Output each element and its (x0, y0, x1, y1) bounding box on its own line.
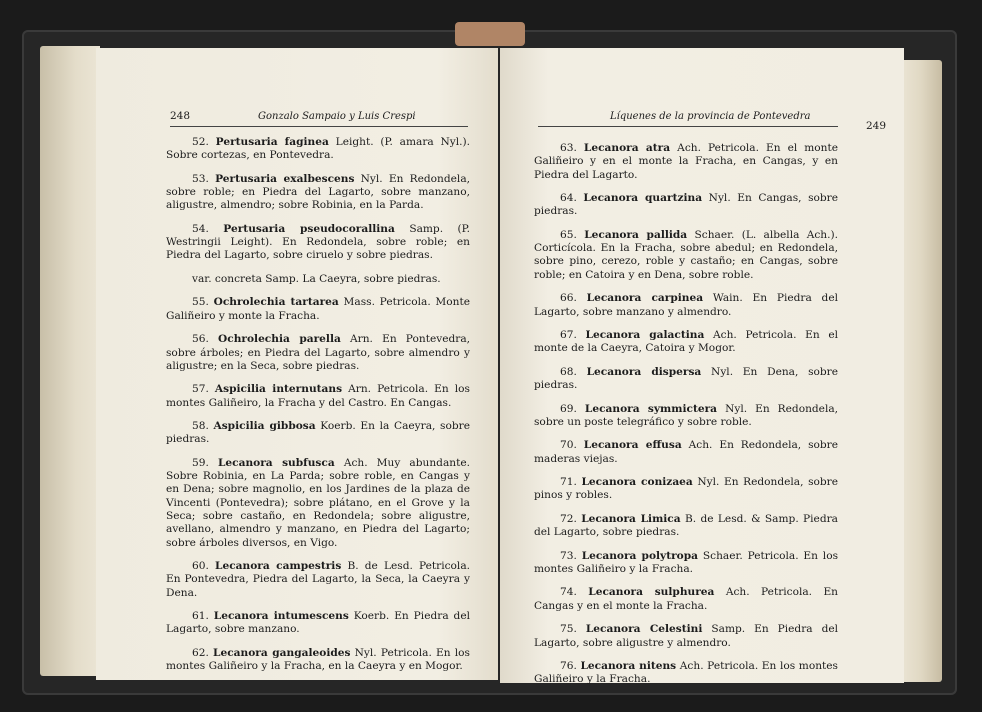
entry-text: Ach. Muy abundante. Sobre Robinia, en La Parda; sobre roble, en Cangas y en Dena; sobre magnolio, en los Jardines de la plaza de Vincenti (Pontevedra); sobre plátano, en el Grove y la Seca; sobre castaño, en Redondela; sobre aligustre, avellano, almendro y manzano, en Piedra del Lagarto; sobre árboles diversos, en Vigo. (166, 456, 470, 549)
entry-number: 64. (560, 192, 584, 205)
entry-text: Nyl. En Cangas, sobre piedras. (534, 192, 839, 218)
entry-text: Nyl. En Redondela, sobre roble; en Piedra del Lagarto, sobre manzano, aligustre, almendro; sobre Robinia, en la Parda. (166, 172, 471, 212)
species-entry (534, 550, 838, 577)
entry-number: 75. (560, 623, 586, 636)
species-name: Lecanora effusa (583, 439, 682, 452)
species-entry (166, 333, 470, 373)
entry-text: Ach. Petricola. En los montes Galiñeiro y la Fracha. (534, 660, 838, 686)
right-running-header (538, 110, 886, 132)
left-text-column (166, 136, 470, 684)
entry-text: Koerb. En Piedra del Lagarto, sobre manzano. (166, 610, 470, 636)
species-entry (166, 457, 470, 550)
species-name: Lecanora Celestini (585, 623, 703, 636)
entry-number: 53. (192, 172, 216, 185)
entry-number: 61. (192, 610, 214, 623)
species-entry (534, 660, 838, 687)
species-name: Lecanora conizaea (581, 476, 693, 489)
entry-text: Nyl. En Dena, sobre piedras. (534, 365, 838, 392)
entry-text: Ach. En Redondela, sobre maderas viejas. (534, 439, 839, 465)
entry-number: 69. (560, 402, 585, 415)
entry-number: 52. (192, 136, 216, 148)
species-entry (166, 610, 470, 637)
species-name: Lecanora carpinea (586, 292, 704, 305)
species-name: Pertusaria pseudocorallina (223, 222, 395, 235)
species-entry (534, 142, 838, 182)
species-entry (166, 383, 470, 410)
species-name: Lecanora subfusca (217, 456, 335, 469)
species-name: Pertusaria faginea (215, 136, 329, 148)
entry-number: 54. (192, 222, 224, 235)
species-entry (166, 420, 470, 447)
species-name: Lecanora polytropa (581, 549, 699, 562)
page-edges-left (40, 46, 100, 676)
species-entry (534, 192, 838, 219)
species-entry (534, 586, 838, 613)
species-name: Lecanora Limica (581, 512, 681, 525)
entry-text: Schaer. (L. albella Ach.). Corticícola. En la Fracha, sobre abedul; en Redondela, sobre pino, cerezo, roble y castaño; en Cangas, sobre roble; en Catoira y en Dena, sobre roble. (534, 228, 838, 281)
right-running-head: Líquenes de la provincia de Pontevedra (610, 111, 811, 122)
species-entry (166, 223, 470, 263)
entry-number: 65. (560, 228, 585, 241)
right-text-column (534, 142, 838, 697)
entry-number: 76. (560, 660, 581, 673)
species-entry (534, 229, 838, 282)
species-entry (534, 403, 838, 430)
species-entry (534, 292, 838, 319)
species-entry (166, 560, 470, 600)
species-entry (166, 296, 470, 323)
entry-number: 66. (560, 292, 587, 305)
species-entry (534, 329, 838, 356)
entry-number: 58. (192, 420, 214, 433)
entry-text: B. de Lesd. Petricola. En Pontevedra, Piedra del Lagarto, la Seca, la Caeyra y Dena. (166, 560, 470, 599)
right-page (500, 48, 904, 686)
right-page-number: 249 (865, 120, 886, 132)
species-name: Aspicilia gibbosa (213, 420, 316, 433)
page-edges-right (900, 60, 942, 682)
species-name: Lecanora sulphurea (588, 586, 715, 599)
entry-text: Ach. Petricola. En el monte Galiñeiro y en el monte la Fracha, en Cangas, y en Piedra del Lagarto. (534, 142, 839, 181)
entry-text: Ach. Petricola. En el monte de la Caeyra, Catoira y Mogor. (534, 329, 838, 355)
entry-text: Arn. En Pontevedra, sobre árboles; en Piedra del Lagarto, sobre almendro y aligustre; en la Seca, sobre piedras. (166, 333, 471, 372)
entry-text: Samp. (P. Westringii Leight). En Redondela, sobre roble; en Piedra del Lagarto, sobre ciruelo y sobre piedras. (166, 222, 471, 262)
left-running-header (170, 110, 468, 127)
entry-number: 60. (192, 560, 215, 573)
species-name: Lecanora gangaleoides (213, 646, 351, 659)
species-name: Lecanora nitens (580, 660, 677, 673)
entry-text: Arn. Petricola. En los montes Galiñeiro, la Fracha y del Castro. En Cangas. (166, 383, 470, 409)
entry-text: Schaer. Petricola. En los montes Galiñeiro y la Fracha. (534, 549, 839, 575)
species-name: Lecanora symmictera (584, 402, 718, 415)
left-running-head: Gonzalo Sampaio y Luis Crespi (258, 111, 416, 122)
species-entry (166, 273, 470, 286)
left-page (96, 48, 498, 680)
entry-number: 63. (560, 142, 584, 154)
entry-text: Nyl. Petricola. En los montes Galiñeiro y la Fracha, en la Caeyra y en Mogor. (166, 646, 470, 673)
species-name: Pertusaria exalbescens (215, 172, 355, 185)
entry-number: 59. (192, 456, 218, 469)
species-name: Lecanora intumescens (213, 610, 349, 623)
species-name: Ochrolechia parella (218, 333, 341, 346)
species-entry (534, 513, 838, 540)
entry-number: 74. (560, 586, 589, 599)
species-name: Lecanora pallida (584, 228, 688, 241)
entry-number: 72. (560, 512, 582, 525)
entry-number: 73. (560, 549, 582, 562)
species-entry (166, 173, 470, 213)
species-name: Lecanora galactina (585, 329, 705, 342)
species-entry (166, 647, 470, 674)
entry-text: var. concreta Samp. La Caeyra, sobre piedras. (192, 272, 441, 285)
species-entry (534, 476, 838, 503)
entry-text: Mass. Petricola. Monte Galiñeiro y monte la Fracha. (166, 296, 471, 322)
entry-number: 68. (560, 365, 587, 378)
entry-number: 70. (560, 439, 584, 452)
entry-text: Wain. En Piedra del Lagarto, sobre manzano y almendro. (534, 292, 838, 318)
entry-number: 62. (192, 646, 214, 659)
entry-text: Nyl. En Redondela, sobre pinos y robles. (534, 476, 838, 502)
species-entry (534, 623, 838, 650)
entry-number: 56. (192, 333, 219, 346)
book-spine (455, 22, 525, 46)
left-page-number: 248 (170, 110, 191, 122)
entry-text: Koerb. En la Caeyra, sobre piedras. (166, 420, 470, 446)
species-name: Lecanora campestris (215, 560, 342, 573)
species-entry (166, 136, 470, 163)
entry-number: 67. (560, 329, 586, 342)
entry-number: 55. (192, 296, 214, 309)
entry-text: B. de Lesd. & Samp. Piedra del Lagarto, sobre piedras. (534, 512, 838, 539)
entry-number: 57. (192, 383, 215, 396)
entry-text: Samp. En Piedra del Lagarto, sobre aligustre y almendro. (534, 623, 839, 649)
entry-text: Nyl. En Redondela, sobre un poste telegráfico y sobre roble. (534, 402, 839, 428)
entry-text: Ach. Petricola. En Cangas y en el monte la Fracha. (534, 586, 838, 612)
species-name: Lecanora atra (583, 142, 671, 154)
species-name: Lecanora quartzina (583, 192, 703, 205)
species-name: Aspicilia internutans (214, 383, 343, 396)
species-name: Ochrolechia tartarea (213, 296, 339, 309)
species-entry (534, 366, 838, 393)
entry-number: 71. (560, 476, 582, 489)
entry-text: Leight. (P. amara Nyl.). Sobre cortezas, en Pontevedra. (166, 136, 471, 162)
species-name: Lecanora dispersa (586, 365, 702, 378)
species-entry (534, 439, 838, 466)
